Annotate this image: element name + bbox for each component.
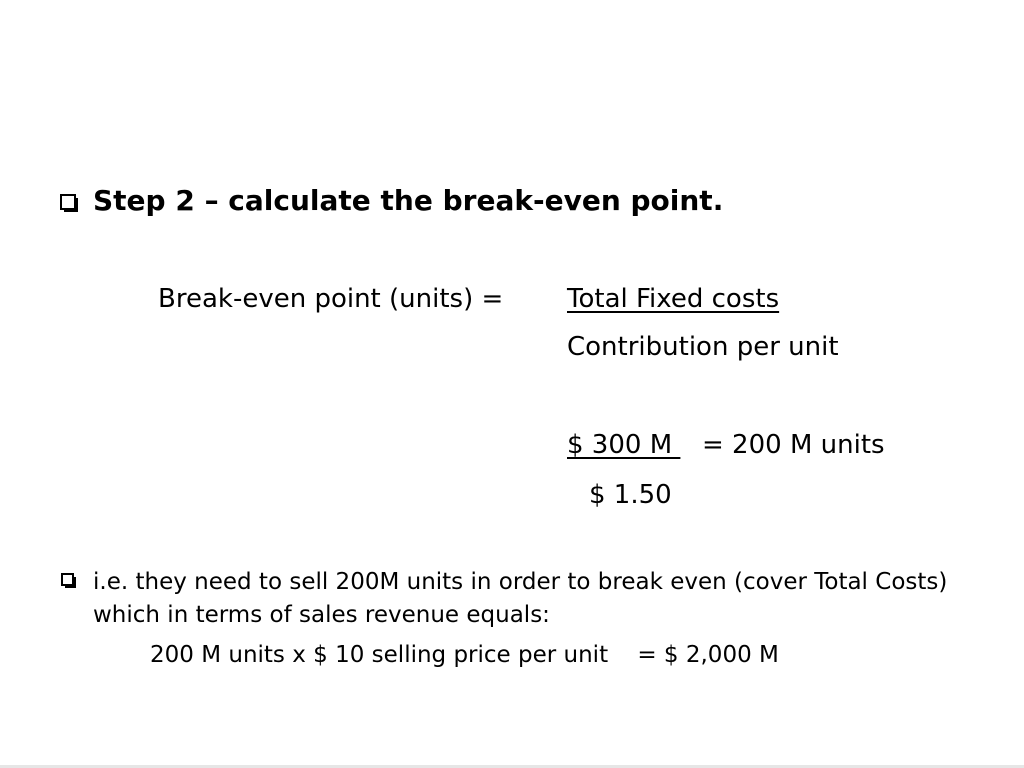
note-text: i.e. they need to sell 200M units in order to break even (cover Total Costs) which in terms of sales revenue equals:	[93, 569, 948, 628]
checkbox-square-icon	[60, 194, 76, 210]
formula-denominator: Contribution per unit	[567, 332, 839, 362]
formula-numerator: Total Fixed costs	[567, 284, 780, 314]
formula-label: Break-even point (units) =	[158, 284, 504, 314]
calculation-result: = 200 M units	[702, 430, 885, 460]
checkbox-square-icon	[61, 573, 74, 586]
calculation-numerator: $ 300 M	[567, 430, 681, 460]
revenue-line: 200 M units x $ 10 selling price per unit = $ 2,000 M	[150, 642, 779, 668]
calculation-denominator: $ 1.50	[589, 480, 672, 510]
step-heading: Step 2 – calculate the break-even point.	[93, 184, 724, 217]
